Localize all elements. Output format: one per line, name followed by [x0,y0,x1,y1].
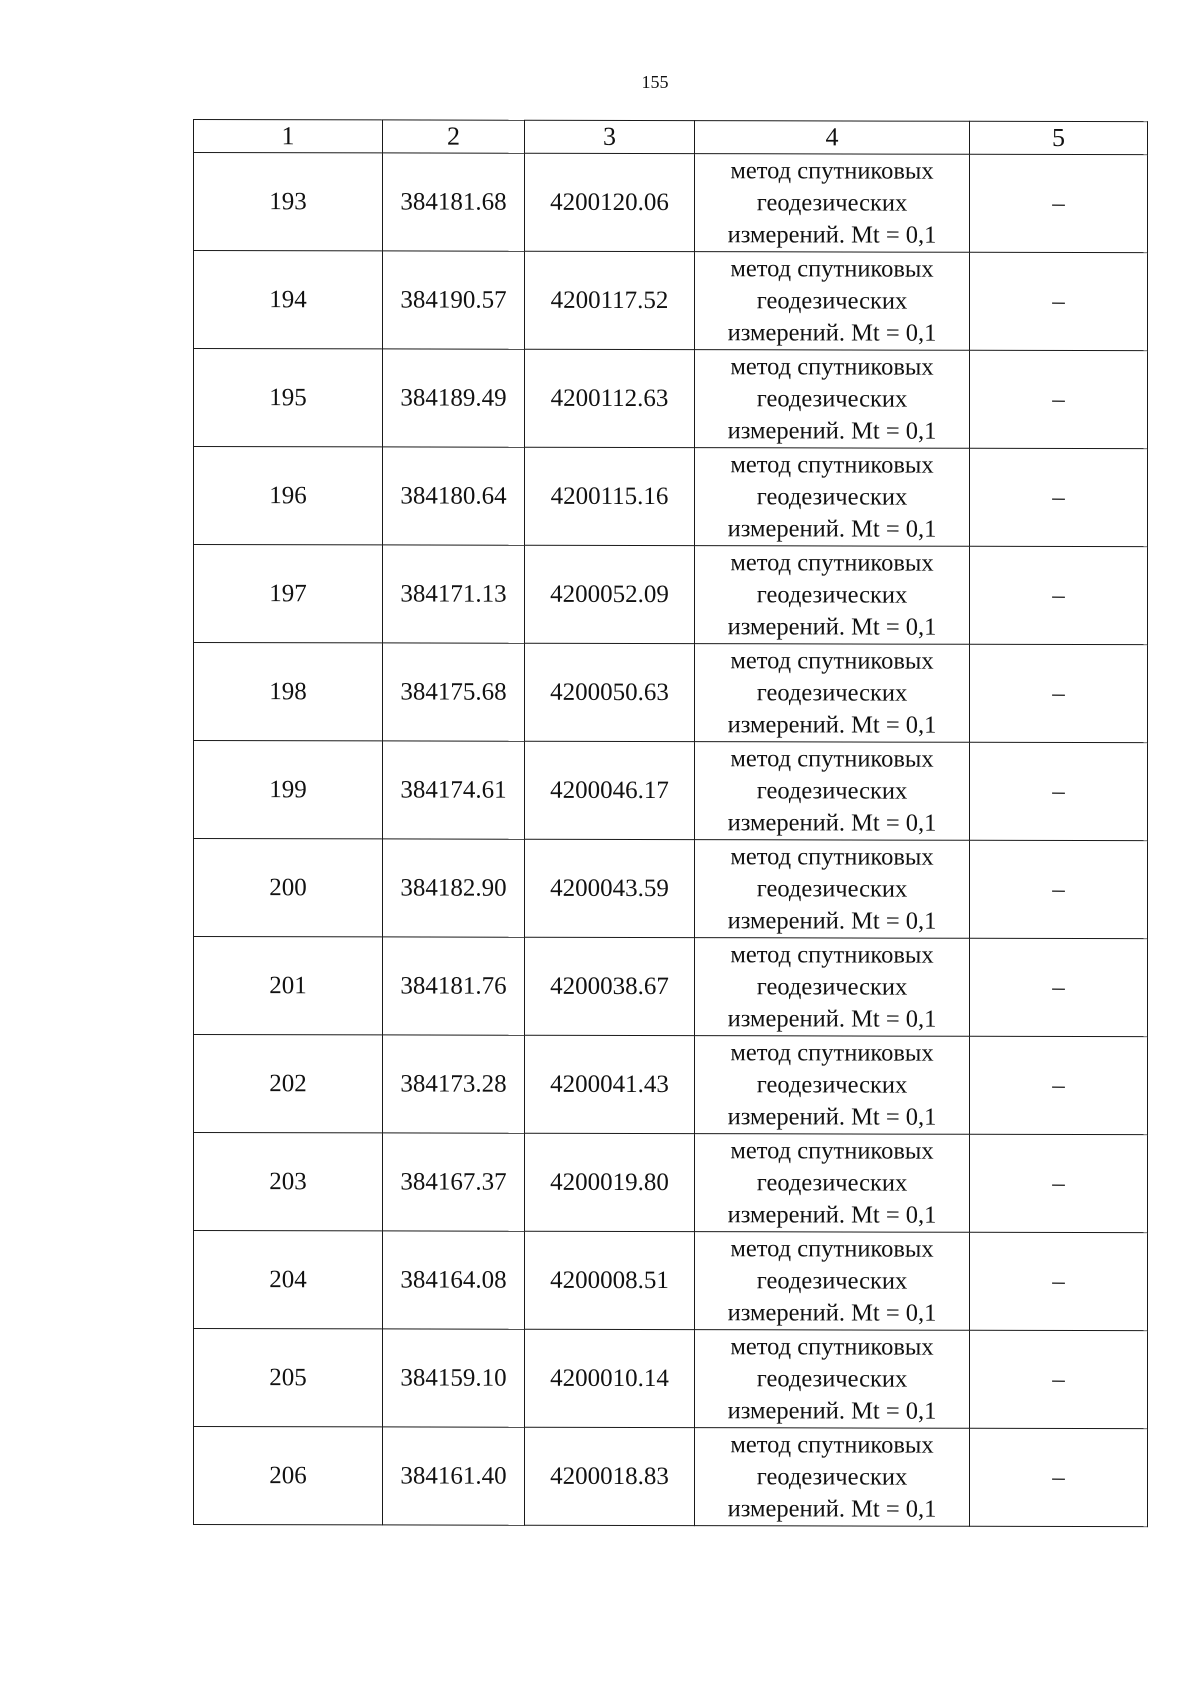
method-cell [695,448,970,547]
method-cell [695,1330,970,1429]
y-coordinate-cell: 4200041.43 [525,1035,695,1133]
method-line: геодезических [756,874,908,903]
header-col-5: 5 [970,121,1148,154]
x-coordinate-cell: 384190.57 [383,251,525,349]
point-number-cell: 201 [194,937,383,1035]
note-cell: – [970,448,1148,546]
table-row [194,937,1148,1037]
method-line: метод спутниковых [730,842,934,871]
method-line: измерений. Mt = 0,1 [727,220,937,249]
point-number-cell: 206 [194,1427,383,1525]
x-coordinate-cell: 384167.37 [383,1133,525,1231]
x-coordinate-cell: 384159.10 [383,1329,525,1427]
table-row [194,741,1148,841]
y-coordinate-cell: 4200115.16 [525,447,695,545]
method-cell [695,154,970,253]
x-coordinate-cell: 384189.49 [383,349,525,447]
method-line: измерений. Mt = 0,1 [727,416,937,445]
method-line: метод спутниковых [730,1234,934,1263]
point-number-cell: 193 [194,153,383,251]
note-cell: – [970,252,1148,350]
note-cell: – [970,938,1148,1036]
y-coordinate-cell: 4200112.63 [525,349,695,447]
y-coordinate-cell: 4200120.06 [525,153,695,251]
method-line: геодезических [756,286,908,315]
method-line: геодезических [756,1168,908,1197]
x-coordinate-cell: 384174.61 [383,741,525,839]
point-number-cell: 196 [194,447,383,545]
table-row [194,643,1148,743]
method-line: геодезических [756,1266,908,1295]
method-line: метод спутниковых [730,744,934,773]
point-number-cell: 200 [194,839,383,937]
method-line: геодезических [756,1070,908,1099]
y-coordinate-cell: 4200117.52 [525,251,695,349]
point-number-cell: 204 [194,1231,383,1329]
x-coordinate-cell: 384181.76 [383,937,525,1035]
table-row [194,1035,1148,1135]
method-line: геодезических [756,1462,908,1491]
method-line: метод спутниковых [730,940,934,969]
method-line: метод спутниковых [730,352,934,381]
point-number-cell: 197 [194,545,383,643]
method-cell [695,742,970,841]
table-row [194,1329,1148,1429]
table-row [194,1427,1148,1527]
method-line: измерений. Mt = 0,1 [727,1102,937,1131]
note-cell: – [970,1330,1148,1428]
method-line: метод спутниковых [730,450,934,479]
header-col-2: 2 [383,120,525,153]
note-cell: – [970,1134,1148,1232]
note-cell: – [970,154,1148,252]
x-coordinate-cell: 384173.28 [383,1035,525,1133]
method-cell [695,938,970,1037]
method-line: измерений. Mt = 0,1 [727,1298,937,1327]
table-row [194,1231,1148,1331]
method-cell [695,840,970,939]
method-line: геодезических [756,678,908,707]
method-line: измерений. Mt = 0,1 [727,612,937,641]
method-line: геодезических [756,972,908,1001]
method-cell [695,252,970,351]
x-coordinate-cell: 384181.68 [383,153,525,251]
point-number-cell: 195 [194,349,383,447]
method-line: измерений. Mt = 0,1 [727,514,937,543]
method-line: измерений. Mt = 0,1 [727,906,937,935]
method-line: геодезических [756,1364,908,1393]
y-coordinate-cell: 4200018.83 [525,1427,695,1525]
y-coordinate-cell: 4200043.59 [525,839,695,937]
method-line: геодезических [756,580,908,609]
coordinates-table [193,119,1148,1527]
point-number-cell: 198 [194,643,383,741]
point-number-cell: 203 [194,1133,383,1231]
method-cell [695,546,970,645]
table-row [194,447,1148,547]
method-line: метод спутниковых [730,548,934,577]
note-cell: – [970,644,1148,742]
x-coordinate-cell: 384180.64 [383,447,525,545]
table-row [194,1133,1148,1233]
method-line: измерений. Mt = 0,1 [727,1494,937,1523]
note-cell: – [970,840,1148,938]
table-row [194,839,1148,939]
point-number-cell: 205 [194,1329,383,1427]
method-line: измерений. Mt = 0,1 [727,1396,937,1425]
note-cell: – [970,546,1148,644]
y-coordinate-cell: 4200008.51 [525,1231,695,1329]
method-line: метод спутниковых [730,1038,934,1067]
method-line: измерений. Mt = 0,1 [727,318,937,347]
method-line: метод спутниковых [730,1332,934,1361]
method-cell [695,644,970,743]
method-line: метод спутниковых [730,1430,934,1459]
method-line: геодезических [756,482,908,511]
note-cell: – [970,1232,1148,1330]
x-coordinate-cell: 384182.90 [383,839,525,937]
table-row [194,153,1148,253]
note-cell: – [970,1428,1148,1526]
y-coordinate-cell: 4200050.63 [525,643,695,741]
y-coordinate-cell: 4200019.80 [525,1133,695,1231]
point-number-cell: 194 [194,251,383,349]
note-cell: – [970,1036,1148,1134]
method-cell [695,1036,970,1135]
method-line: геодезических [756,188,908,217]
table-row [194,545,1148,645]
point-number-cell: 199 [194,741,383,839]
method-line: метод спутниковых [730,646,934,675]
header-col-4: 4 [695,121,970,155]
note-cell: – [970,742,1148,840]
method-cell [695,1232,970,1331]
x-coordinate-cell: 384161.40 [383,1427,525,1525]
table-row [194,349,1148,449]
method-line: метод спутниковых [730,254,934,283]
y-coordinate-cell: 4200052.09 [525,545,695,643]
method-cell [695,350,970,449]
x-coordinate-cell: 384175.68 [383,643,525,741]
y-coordinate-cell: 4200038.67 [525,937,695,1035]
method-cell [695,1134,970,1233]
y-coordinate-cell: 4200046.17 [525,741,695,839]
y-coordinate-cell: 4200010.14 [525,1329,695,1427]
header-col-1: 1 [194,120,383,153]
method-line: метод спутниковых [730,1136,934,1165]
method-line: измерений. Mt = 0,1 [727,1004,937,1033]
method-line: геодезических [756,776,908,805]
table-row [194,251,1148,351]
method-cell [695,1428,970,1527]
header-row [194,120,1148,155]
method-line: измерений. Mt = 0,1 [727,1200,937,1229]
note-cell: – [970,350,1148,448]
method-line: измерений. Mt = 0,1 [727,710,937,739]
header-col-3: 3 [525,120,695,153]
table-body [194,153,1148,1527]
method-line: метод спутниковых [730,156,934,185]
x-coordinate-cell: 384171.13 [383,545,525,643]
method-line: геодезических [756,384,908,413]
method-line: измерений. Mt = 0,1 [727,808,937,837]
x-coordinate-cell: 384164.08 [383,1231,525,1329]
point-number-cell: 202 [194,1035,383,1133]
page-number: 155 [641,72,669,92]
